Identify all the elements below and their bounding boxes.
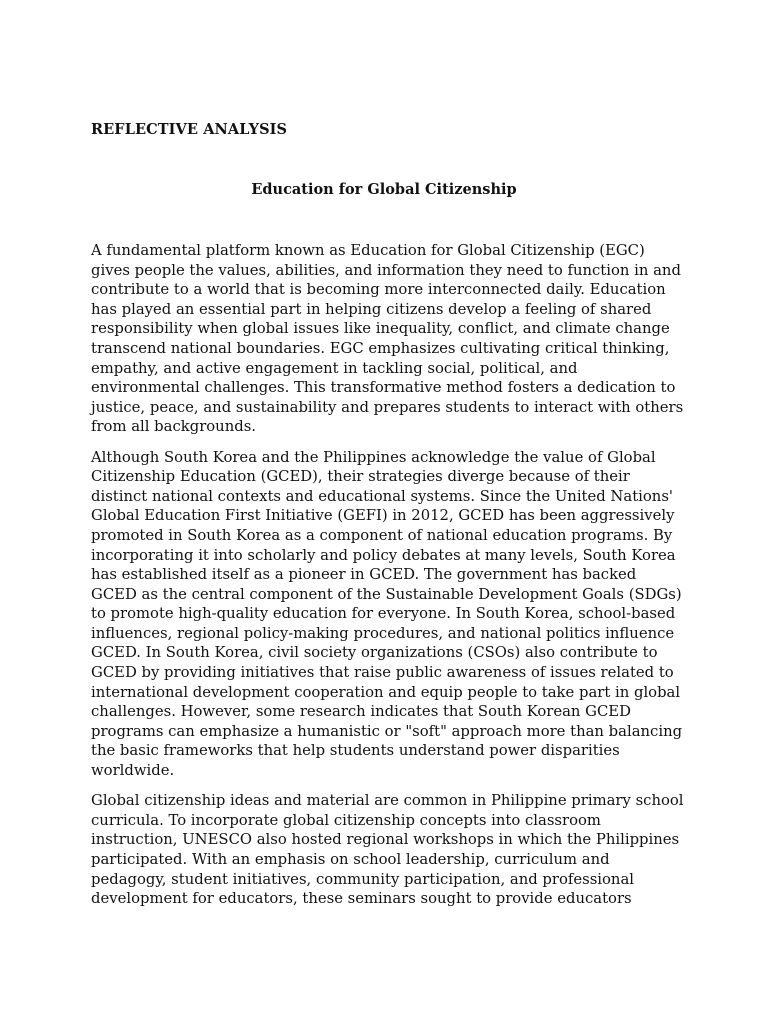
- paragraph: Global citizenship ideas and material are common in Philippine primary school curricula. To incorporate global citizenship concepts into classroom instruction, UNESCO also hosted regional workshops in which the Philippines participated. With an emphasis on school leadership, curriculum and pedagogy, student initiatives, community participation, and professional development for educators, these seminars sought to provide educators: [91, 792, 684, 908]
- section-label: REFLECTIVE ANALYSIS: [91, 121, 288, 138]
- paragraph: Although South Korea and the Philippines acknowledge the value of Global Citizenship Education (GCED), their strategies diverge because of their distinct national contexts and educational systems. Since the United Nations' Global Education First Initiative (GEFI) in 2012, GCED has been aggressively promoted in South Korea as a component of national education programs. By incorporating it into scholarly and policy debates at many levels, South Korea has established itself as a pioneer in GCED. The government has backed GCED as the central component of the Sustainable Development Goals (SDGs) to promote high-quality education for everyone. In South Korea, school-based influences, regional policy-making procedures, and national politics influence GCED. In South Korea, civil society organizations (CSOs) also contribute to GCED by providing initiatives that raise public awareness of issues related to international development cooperation and equip people to take part in global challenges. However, some research indicates that South Korean GCED programs can emphasize a humanistic or "soft" approach more than balancing the basic frameworks that help students understand power disparities worldwide.: [91, 448, 683, 780]
- document-title: Education for Global Citizenship: [251, 181, 517, 198]
- document-body: [91, 241, 686, 919]
- paragraph: A fundamental platform known as Education for Global Citizenship (EGC) gives people the values, abilities, and information they need to function in and contribute to a world that is becoming more interconnected daily. Education has played an essential part in helping citizens develop a feeling of shared responsibility when global issues like inequality, conflict, and climate change transcend national boundaries. EGC emphasizes cultivating critical thinking, empathy, and active engagement in tackling social, political, and environmental challenges. This transformative method fosters a dedication to justice, peace, and sustainability and prepares students to interact with others from all backgrounds.: [91, 242, 684, 436]
